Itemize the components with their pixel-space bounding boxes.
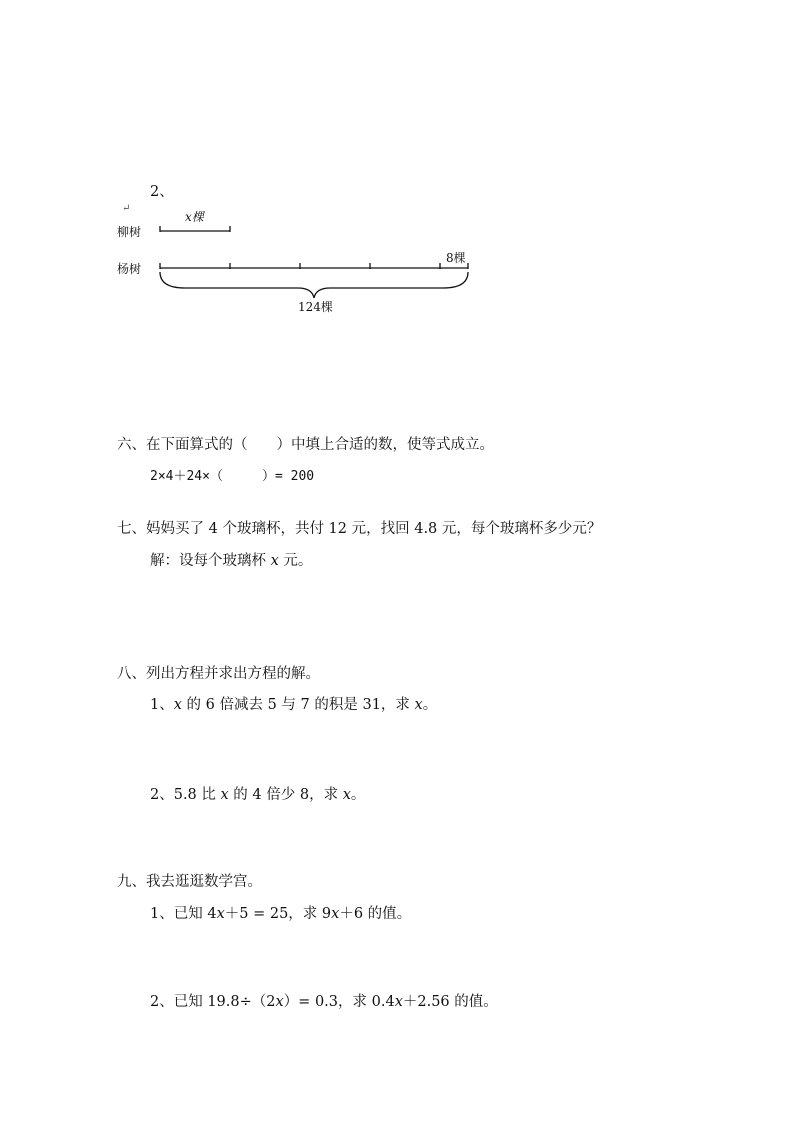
question-number: 2、 <box>150 184 174 200</box>
total-trees-label: 124棵 <box>298 300 333 314</box>
section-8-title: 八、列出方程并求出方程的解。 <box>117 666 320 682</box>
line-segment-diagram <box>0 0 794 330</box>
section-7-title: 七、妈妈买了 4 个玻璃杯，共付 12 元，找回 4.8 元，每个玻璃杯多少元？ <box>117 521 602 537</box>
section-6-expression: 2×4＋24×（ ）= 200 <box>150 469 315 484</box>
extra-trees-label: 8棵 <box>446 251 466 265</box>
section-9-problem-1: 1、已知 4x＋5 = 25，求 9x＋6 的值。 <box>150 906 412 922</box>
x-trees-label: x棵 <box>185 210 204 224</box>
section-9-problem-2: 2、已知 19.8÷（2x）= 0.3，求 0.4x＋2.56 的值。 <box>150 994 498 1010</box>
willow-label: 柳树 <box>117 225 142 239</box>
section-8-problem-2: 2、5.8 比 x 的 4 倍少 8，求 x。 <box>150 787 366 803</box>
total-brace <box>160 272 468 298</box>
section-7-solution: 解：设每个玻璃杯 x 元。 <box>150 553 313 569</box>
return-mark: ↵ <box>122 203 131 214</box>
section-6-title: 六、在下面算式的（ ）中填上合适的数，使等式成立。 <box>117 437 494 453</box>
section-8-problem-1: 1、x 的 6 倍减去 5 与 7 的积是 31，求 x。 <box>150 697 438 713</box>
section-9-title: 九、我去逛逛数学宫。 <box>117 874 262 890</box>
poplar-label: 杨树 <box>117 262 142 276</box>
